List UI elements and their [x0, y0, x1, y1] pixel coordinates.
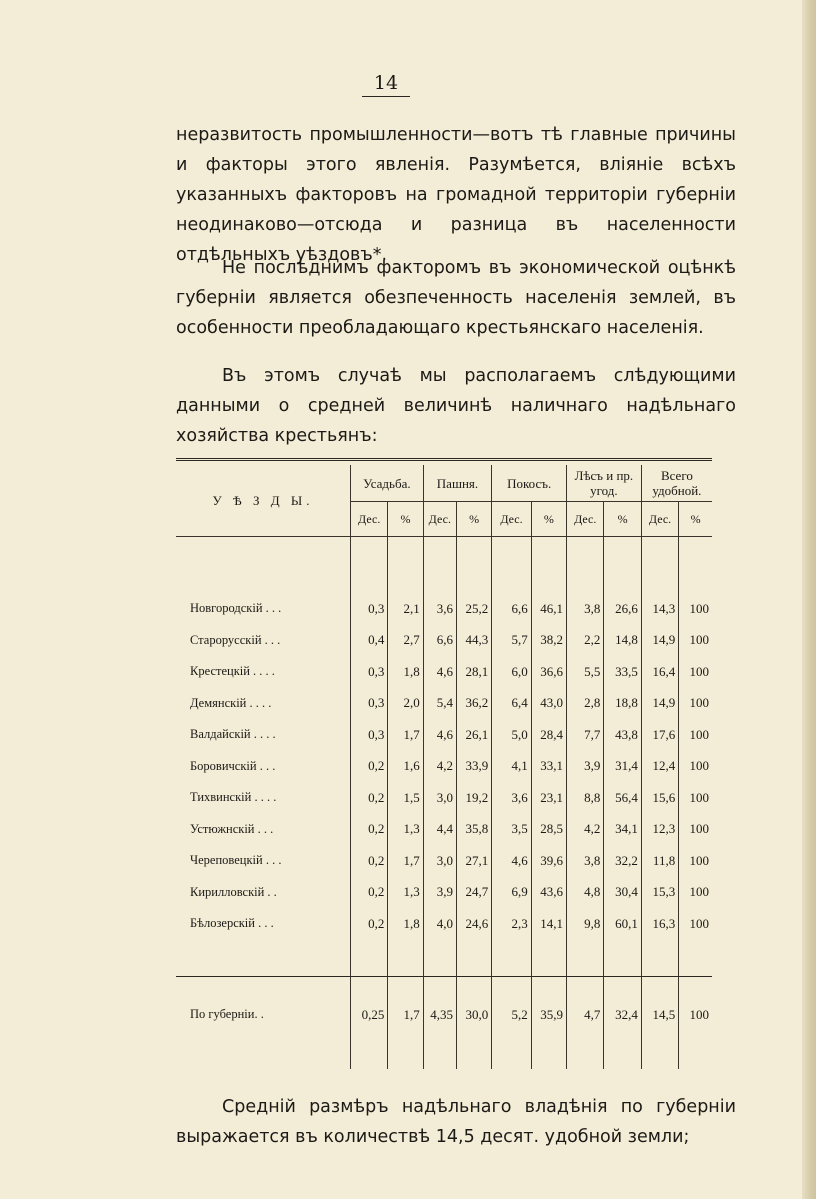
row-label: Бѣлозерскій . . .	[190, 916, 274, 931]
table-cell: 35,8	[456, 814, 491, 846]
table-cell: 4,6	[423, 719, 456, 751]
table-cell: 28,4	[531, 719, 566, 751]
table-cell: 0,4	[351, 625, 388, 657]
table-cell: 100	[679, 908, 712, 940]
table-cell: 23,1	[531, 782, 566, 814]
table-cell: 34,1	[604, 814, 641, 846]
table-cell: 3,9	[423, 877, 456, 909]
unit-des: Дес.	[641, 502, 678, 537]
table-row	[176, 751, 712, 783]
table-cell: 26,1	[456, 719, 491, 751]
table-cell: 3,9	[567, 751, 604, 783]
unit-pct: %	[456, 502, 491, 537]
row-label: Валдайскій . . . .	[190, 727, 276, 742]
table-cell: 15,3	[641, 877, 678, 909]
table-cell: 100	[679, 751, 712, 783]
table-cell: 1,7	[388, 719, 423, 751]
table-cell: 2,8	[567, 688, 604, 720]
column-header-usadba: Усадьба.	[351, 465, 424, 502]
unit-pct: %	[679, 502, 712, 537]
total-cell: 4,35	[423, 1001, 456, 1029]
total-cell: 4,7	[567, 1001, 604, 1029]
row-label: Кирилловскій . .	[190, 884, 277, 899]
table-cell: 4,2	[567, 814, 604, 846]
table-cell: 4,6	[423, 656, 456, 688]
table-cell: 44,3	[456, 625, 491, 657]
table-cell: 3,8	[567, 593, 604, 625]
paragraph-1-text: неразвитость промышленности—вотъ тѣ главные причины и факторы этого явленія. Разумѣется, вліяніе всѣхъ указанныхъ факторовъ на громадной территоріи губерніи неодинаково—отсюда и разница въ населенности отдѣльныхъ уѣздовъ*.	[176, 125, 736, 265]
table-cell: 5,4	[423, 688, 456, 720]
table-cell: 5,0	[492, 719, 531, 751]
unit-pct: %	[531, 502, 566, 537]
table-cell: 100	[679, 719, 712, 751]
table-cell: 3,8	[567, 845, 604, 877]
paragraph-3	[176, 361, 736, 451]
table-cell: 6,9	[492, 877, 531, 909]
table-cell: 14,9	[641, 688, 678, 720]
table-row	[176, 877, 712, 909]
table-cell: 5,5	[567, 656, 604, 688]
unit-pct: %	[388, 502, 423, 537]
table-cell: 1,8	[388, 656, 423, 688]
total-cell: 32,4	[604, 1001, 641, 1029]
page-number: 14	[362, 72, 410, 97]
table-cell: 1,3	[388, 877, 423, 909]
table-cell: 6,4	[492, 688, 531, 720]
table-cell: 1,3	[388, 814, 423, 846]
table-cell: 31,4	[604, 751, 641, 783]
table-row	[176, 782, 712, 814]
table-cell: 33,1	[531, 751, 566, 783]
table-cell: 0,3	[351, 719, 388, 751]
table-cell: 33,5	[604, 656, 641, 688]
table-cell: 4,1	[492, 751, 531, 783]
table-cell: 100	[679, 593, 712, 625]
column-header-pashnya: Пашня.	[423, 465, 492, 502]
row-label: Старорусскій . . .	[190, 632, 281, 647]
table-row	[176, 688, 712, 720]
table-cell: 100	[679, 782, 712, 814]
table-cell: 0,2	[351, 877, 388, 909]
table-cell: 4,4	[423, 814, 456, 846]
column-header-vsego: Всего удобной.	[641, 465, 712, 502]
table-cell: 33,9	[456, 751, 491, 783]
table-body	[176, 593, 712, 940]
table-cell: 3,5	[492, 814, 531, 846]
table-cell: 4,2	[423, 751, 456, 783]
unit-des: Дес.	[567, 502, 604, 537]
table-cell: 2,2	[567, 625, 604, 657]
row-label: Устюжнскій . . .	[190, 821, 274, 836]
table-cell: 3,6	[423, 593, 456, 625]
unit-des: Дес.	[492, 502, 531, 537]
table-cell: 24,6	[456, 908, 491, 940]
table-row	[176, 814, 712, 846]
table-cell: 3,0	[423, 782, 456, 814]
table-cell: 43,8	[604, 719, 641, 751]
table-cell: 0,2	[351, 782, 388, 814]
table-cell: 38,2	[531, 625, 566, 657]
paragraph-3-text: Въ этомъ случаѣ мы располагаемъ слѣдующими данными о средней величинѣ наличнаго надѣльнаго хозяйства крестьянъ:	[176, 366, 736, 446]
stats-table	[176, 458, 712, 1069]
total-row-label: По губерніи. .	[190, 1007, 264, 1021]
table-cell: 100	[679, 625, 712, 657]
table-cell: 0,3	[351, 593, 388, 625]
table-cell: 36,6	[531, 656, 566, 688]
table-cell: 3,6	[492, 782, 531, 814]
table-cell: 100	[679, 845, 712, 877]
row-label: Череповецкій . . .	[190, 853, 282, 868]
paragraph-1	[176, 120, 736, 270]
table-cell: 4,0	[423, 908, 456, 940]
table-cell: 17,6	[641, 719, 678, 751]
table-cell: 16,4	[641, 656, 678, 688]
total-cell: 100	[679, 1001, 712, 1029]
table-cell: 39,6	[531, 845, 566, 877]
table-cell: 24,7	[456, 877, 491, 909]
total-row	[176, 1001, 712, 1029]
row-label: Крестецкій . . . .	[190, 664, 275, 679]
unit-des: Дес.	[423, 502, 456, 537]
table-row	[176, 908, 712, 940]
table-cell: 32,2	[604, 845, 641, 877]
table-cell: 46,1	[531, 593, 566, 625]
table-cell: 1,6	[388, 751, 423, 783]
table-cell: 30,4	[604, 877, 641, 909]
table-cell: 1,8	[388, 908, 423, 940]
table-cell: 12,4	[641, 751, 678, 783]
table-cell: 2,7	[388, 625, 423, 657]
paragraph-4	[176, 1092, 736, 1152]
paragraph-2-text: Не послѣднимъ факторомъ въ экономической оцѣнкѣ губерніи является обезпеченность населенія землей, въ особенности преобладающаго крестьянскаго населенія.	[176, 258, 736, 338]
table-cell: 4,8	[567, 877, 604, 909]
table-cell: 0,2	[351, 908, 388, 940]
table-cell: 6,6	[423, 625, 456, 657]
table-cell: 36,2	[456, 688, 491, 720]
table-cell: 28,5	[531, 814, 566, 846]
table-cell: 100	[679, 814, 712, 846]
table-cell: 2,3	[492, 908, 531, 940]
table-cell: 43,0	[531, 688, 566, 720]
table-cell: 19,2	[456, 782, 491, 814]
table-cell: 14,1	[531, 908, 566, 940]
table-cell: 18,8	[604, 688, 641, 720]
row-label: Боровичскій . . .	[190, 758, 276, 773]
table-cell: 60,1	[604, 908, 641, 940]
unit-pct: %	[604, 502, 641, 537]
table-cell: 14,9	[641, 625, 678, 657]
table-cell: 5,7	[492, 625, 531, 657]
table-cell: 0,3	[351, 688, 388, 720]
table-cell: 26,6	[604, 593, 641, 625]
table-cell: 8,8	[567, 782, 604, 814]
table-header-groups	[176, 465, 712, 502]
table-row	[176, 593, 712, 625]
table-cell: 12,3	[641, 814, 678, 846]
land-allotment-table	[176, 458, 736, 1078]
table-cell: 4,6	[492, 845, 531, 877]
table-cell: 15,6	[641, 782, 678, 814]
table-cell: 7,7	[567, 719, 604, 751]
total-cell: 1,7	[388, 1001, 423, 1029]
table-cell: 3,0	[423, 845, 456, 877]
table-cell: 14,3	[641, 593, 678, 625]
column-header-pokos: Покосъ.	[492, 465, 567, 502]
table-row	[176, 656, 712, 688]
table-row	[176, 719, 712, 751]
row-label: Новгородскій . . .	[190, 601, 282, 616]
table-row	[176, 625, 712, 657]
total-cell: 14,5	[641, 1001, 678, 1029]
column-header-uezd: У Ѣ З Д Ы.	[176, 465, 351, 537]
table-cell: 56,4	[604, 782, 641, 814]
table-cell: 9,8	[567, 908, 604, 940]
table-cell: 2,1	[388, 593, 423, 625]
table-cell: 0,2	[351, 845, 388, 877]
row-label: Тихвинскій . . . .	[190, 790, 277, 805]
table-cell: 0,3	[351, 656, 388, 688]
table-cell: 16,3	[641, 908, 678, 940]
column-header-les: Лѣсъ и пр. угод.	[567, 465, 642, 502]
paragraph-2	[176, 253, 736, 343]
table-row	[176, 845, 712, 877]
unit-des: Дес.	[351, 502, 388, 537]
table-cell: 6,6	[492, 593, 531, 625]
table-cell: 1,5	[388, 782, 423, 814]
paragraph-4-text: Средній размѣръ надѣльнаго владѣнія по губерніи выражается въ количествѣ 14,5 десят. удобной земли;	[176, 1097, 736, 1147]
table-cell: 27,1	[456, 845, 491, 877]
total-cell: 35,9	[531, 1001, 566, 1029]
row-label: Демянскій . . . .	[190, 695, 272, 710]
table-cell: 25,2	[456, 593, 491, 625]
table-cell: 0,2	[351, 814, 388, 846]
table-cell: 2,0	[388, 688, 423, 720]
table-cell: 14,8	[604, 625, 641, 657]
table-cell: 11,8	[641, 845, 678, 877]
table-cell: 6,0	[492, 656, 531, 688]
table-cell: 1,7	[388, 845, 423, 877]
table-cell: 100	[679, 656, 712, 688]
total-cell: 30,0	[456, 1001, 491, 1029]
table-cell: 0,2	[351, 751, 388, 783]
total-cell: 0,25	[351, 1001, 388, 1029]
table-cell: 28,1	[456, 656, 491, 688]
total-cell: 5,2	[492, 1001, 531, 1029]
table-cell: 43,6	[531, 877, 566, 909]
page-edge	[802, 0, 816, 1199]
table-cell: 100	[679, 877, 712, 909]
table-cell: 100	[679, 688, 712, 720]
